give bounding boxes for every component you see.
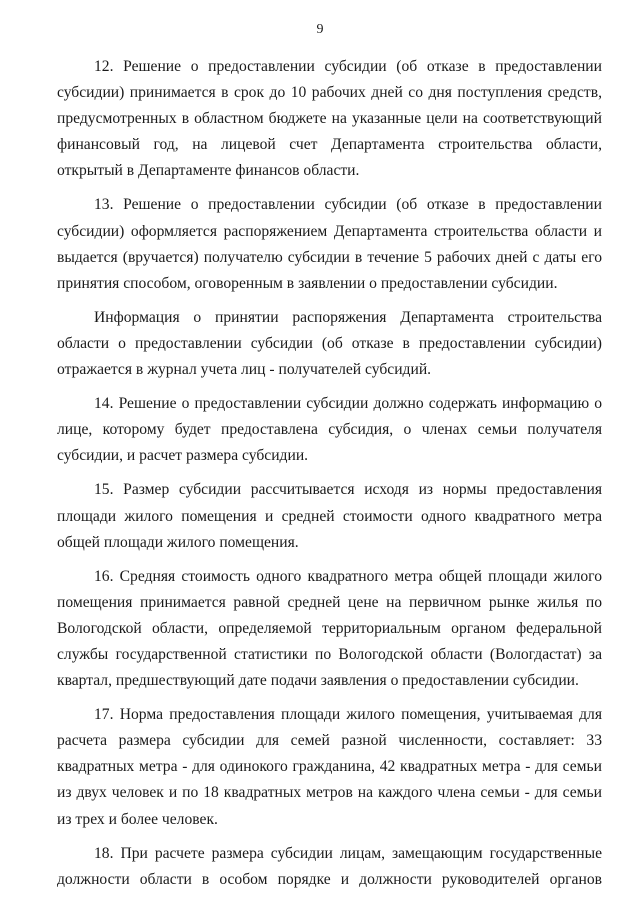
paragraph-12: 12. Решение о предоставлении субсидии (об отказе в предоставлении субсидии) принимается в срок до 10 рабочих дней со дня поступления средств, предусмотренных в областном бюджете на указанные цели на соответствующий финансовый год, на лицевой счет Департамента строительства области, открытый в Департаменте финансов области. xyxy=(57,58,602,180)
paragraph-16: 16. Средняя стоимость одного квадратного метра общей площади жилого помещения принимается равной средней цене на первичном рынке жилья по Вологодской области, определяемой территориальным органом федеральной службы государственной статистики по Вологодской области (Вологдастат) за квартал, предшествующий дате подачи заявления о предоставлении субсидии. xyxy=(57,567,602,690)
document-body xyxy=(57,54,602,901)
paragraph-13: 13. Решение о предоставлении субсидии (об отказе в предоставлении субсидии) оформляется распоряжением Департамента строительства области и выдается (вручается) получателю субсидии в течение 5 рабочих дней с даты его принятия способом, оговоренным в заявлении о предоставлении субсидии. xyxy=(57,196,602,292)
paragraph-13-info: Информация о принятии распоряжения Департамента строительства области о предоставлении субсидии (об отказе в предоставлении субсидии) отражается в журнал учета лиц - получателей субсидий. xyxy=(57,308,602,379)
paragraph-18: 18. При расчете размера субсидии лицам, замещающим государственные должности области в особом порядке и должности руководителей органов xyxy=(57,844,602,888)
paragraph-17: 17. Норма предоставления площади жилого помещения, учитываемая для расчета размера субсидии для семей разной численности, составляет: 33 квадратных метра - для одинокого гражданина, 42 квадратных метра - для семьи из двух человек и по 18 квадратных метров на каждого члена семьи - для семьи из трех и более человек. xyxy=(57,706,602,828)
paragraph-14: 14. Решение о предоставлении субсидии должно содержать информацию о лице, которому будет предоставлена субсидия, о членах семьи получателя субсидии, и расчет размера субсидии. xyxy=(57,395,602,465)
paragraph-15: 15. Размер субсидии рассчитывается исходя из нормы предоставления площади жилого помещения и средней стоимости одного квадратного метра общей площади жилого помещения. xyxy=(57,481,602,551)
page-number: 9 xyxy=(316,22,324,37)
